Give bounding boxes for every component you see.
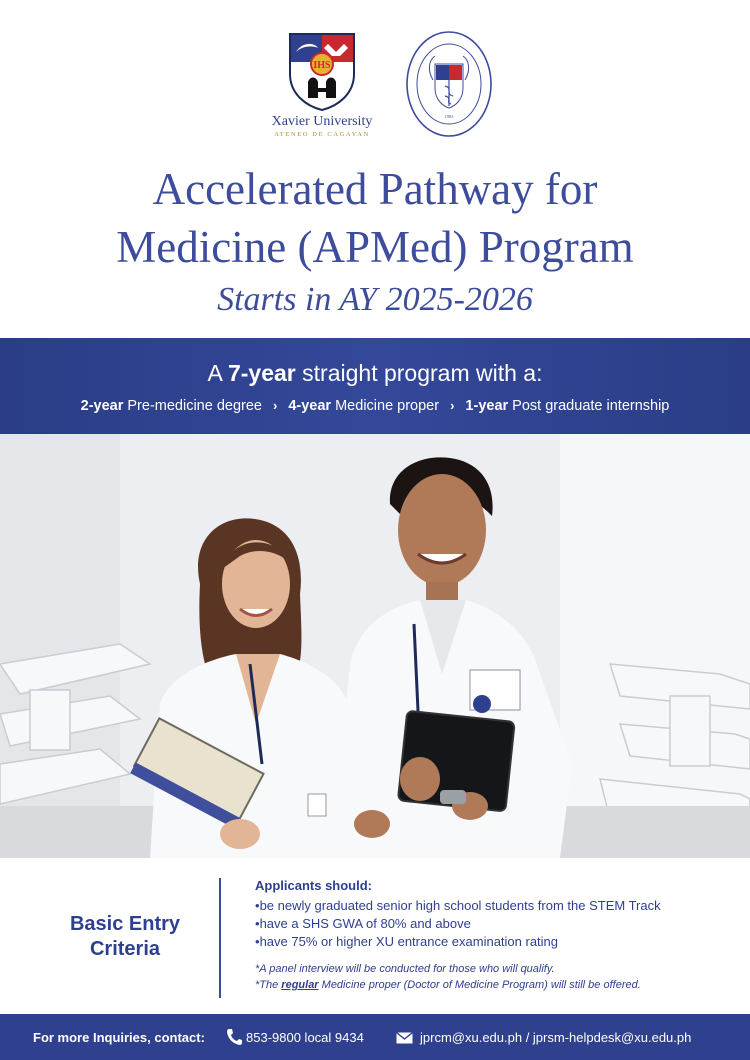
program-overview-banner: [0, 338, 750, 434]
criteria-heading: Applicants should:: [255, 878, 372, 893]
medical-students-illustration: [0, 434, 750, 858]
criteria-title-line-1: Basic Entry: [69, 913, 181, 935]
chevron-right-icon: ›: [450, 398, 455, 413]
note-emphasis: regular: [281, 979, 319, 991]
entry-criteria-section: [0, 858, 750, 1014]
criteria-details: [255, 878, 725, 993]
note-prefix: *The: [255, 979, 282, 991]
logo-header: [0, 28, 750, 143]
phone-icon: [226, 1028, 242, 1046]
mail-icon: [396, 1032, 413, 1044]
step-label: Post graduate internship: [508, 398, 670, 414]
criteria-title: [40, 912, 210, 962]
contact-email[interactable]: jprcm@xu.edu.ph / jprsm-helpdesk@xu.edu.ph: [420, 1030, 692, 1045]
banner-head-years: 7-year: [227, 360, 296, 386]
step-label: Medicine proper: [331, 398, 440, 414]
banner-head-suffix: straight program with a:: [295, 360, 543, 386]
list-item: • be newly graduated senior high school students from the STEM Track: [255, 897, 725, 915]
criteria-divider: [219, 878, 221, 998]
banner-head-prefix: A: [207, 360, 228, 386]
xu-shield-icon: [288, 32, 356, 112]
banner-heading: [0, 360, 750, 387]
program-steps: [0, 398, 750, 414]
contact-label: For more Inquiries, contact:: [33, 1030, 205, 1045]
school-of-medicine-seal-icon: [405, 30, 493, 138]
step-duration: 2-year: [80, 398, 124, 414]
students-photo: [0, 434, 750, 858]
list-item: • have 75% or higher XU entrance examination rating: [255, 933, 725, 951]
xu-name: Xavier University: [271, 114, 373, 129]
program-title: [0, 160, 750, 276]
contact-footer: [0, 1014, 750, 1060]
title-line-1: Accelerated Pathway for: [152, 164, 598, 214]
note-interview: *A panel interview will be conducted for those who will qualify.: [255, 963, 555, 975]
note-suffix: Medicine proper (Doctor of Medicine Program) will still be offered.: [318, 979, 641, 991]
contact-phone[interactable]: 853-9800 local 9434: [246, 1030, 364, 1045]
chevron-right-icon: ›: [273, 398, 278, 413]
program-step: [81, 398, 262, 414]
program-step: [465, 398, 669, 414]
xavier-university-logo: [262, 32, 382, 138]
step-label: Pre-medicine degree: [123, 398, 262, 414]
svg-text:IHS: IHS: [313, 60, 331, 71]
xu-subname: ATENEO DE CAGAYAN: [274, 131, 370, 138]
list-item: • have a SHS GWA of 80% and above: [255, 915, 725, 933]
title-line-2: Medicine (APMed) Program: [116, 222, 634, 272]
step-duration: 1-year: [465, 398, 509, 414]
criteria-notes: [255, 961, 725, 993]
program-start-subtitle: Starts in AY 2025-2026: [217, 281, 533, 318]
note-regular-program: [255, 977, 725, 993]
criteria-title-line-2: Criteria: [89, 938, 161, 960]
program-step: [288, 398, 439, 414]
svg-text:1983: 1983: [444, 114, 454, 119]
step-duration: 4-year: [288, 398, 332, 414]
criteria-list: [255, 897, 725, 951]
